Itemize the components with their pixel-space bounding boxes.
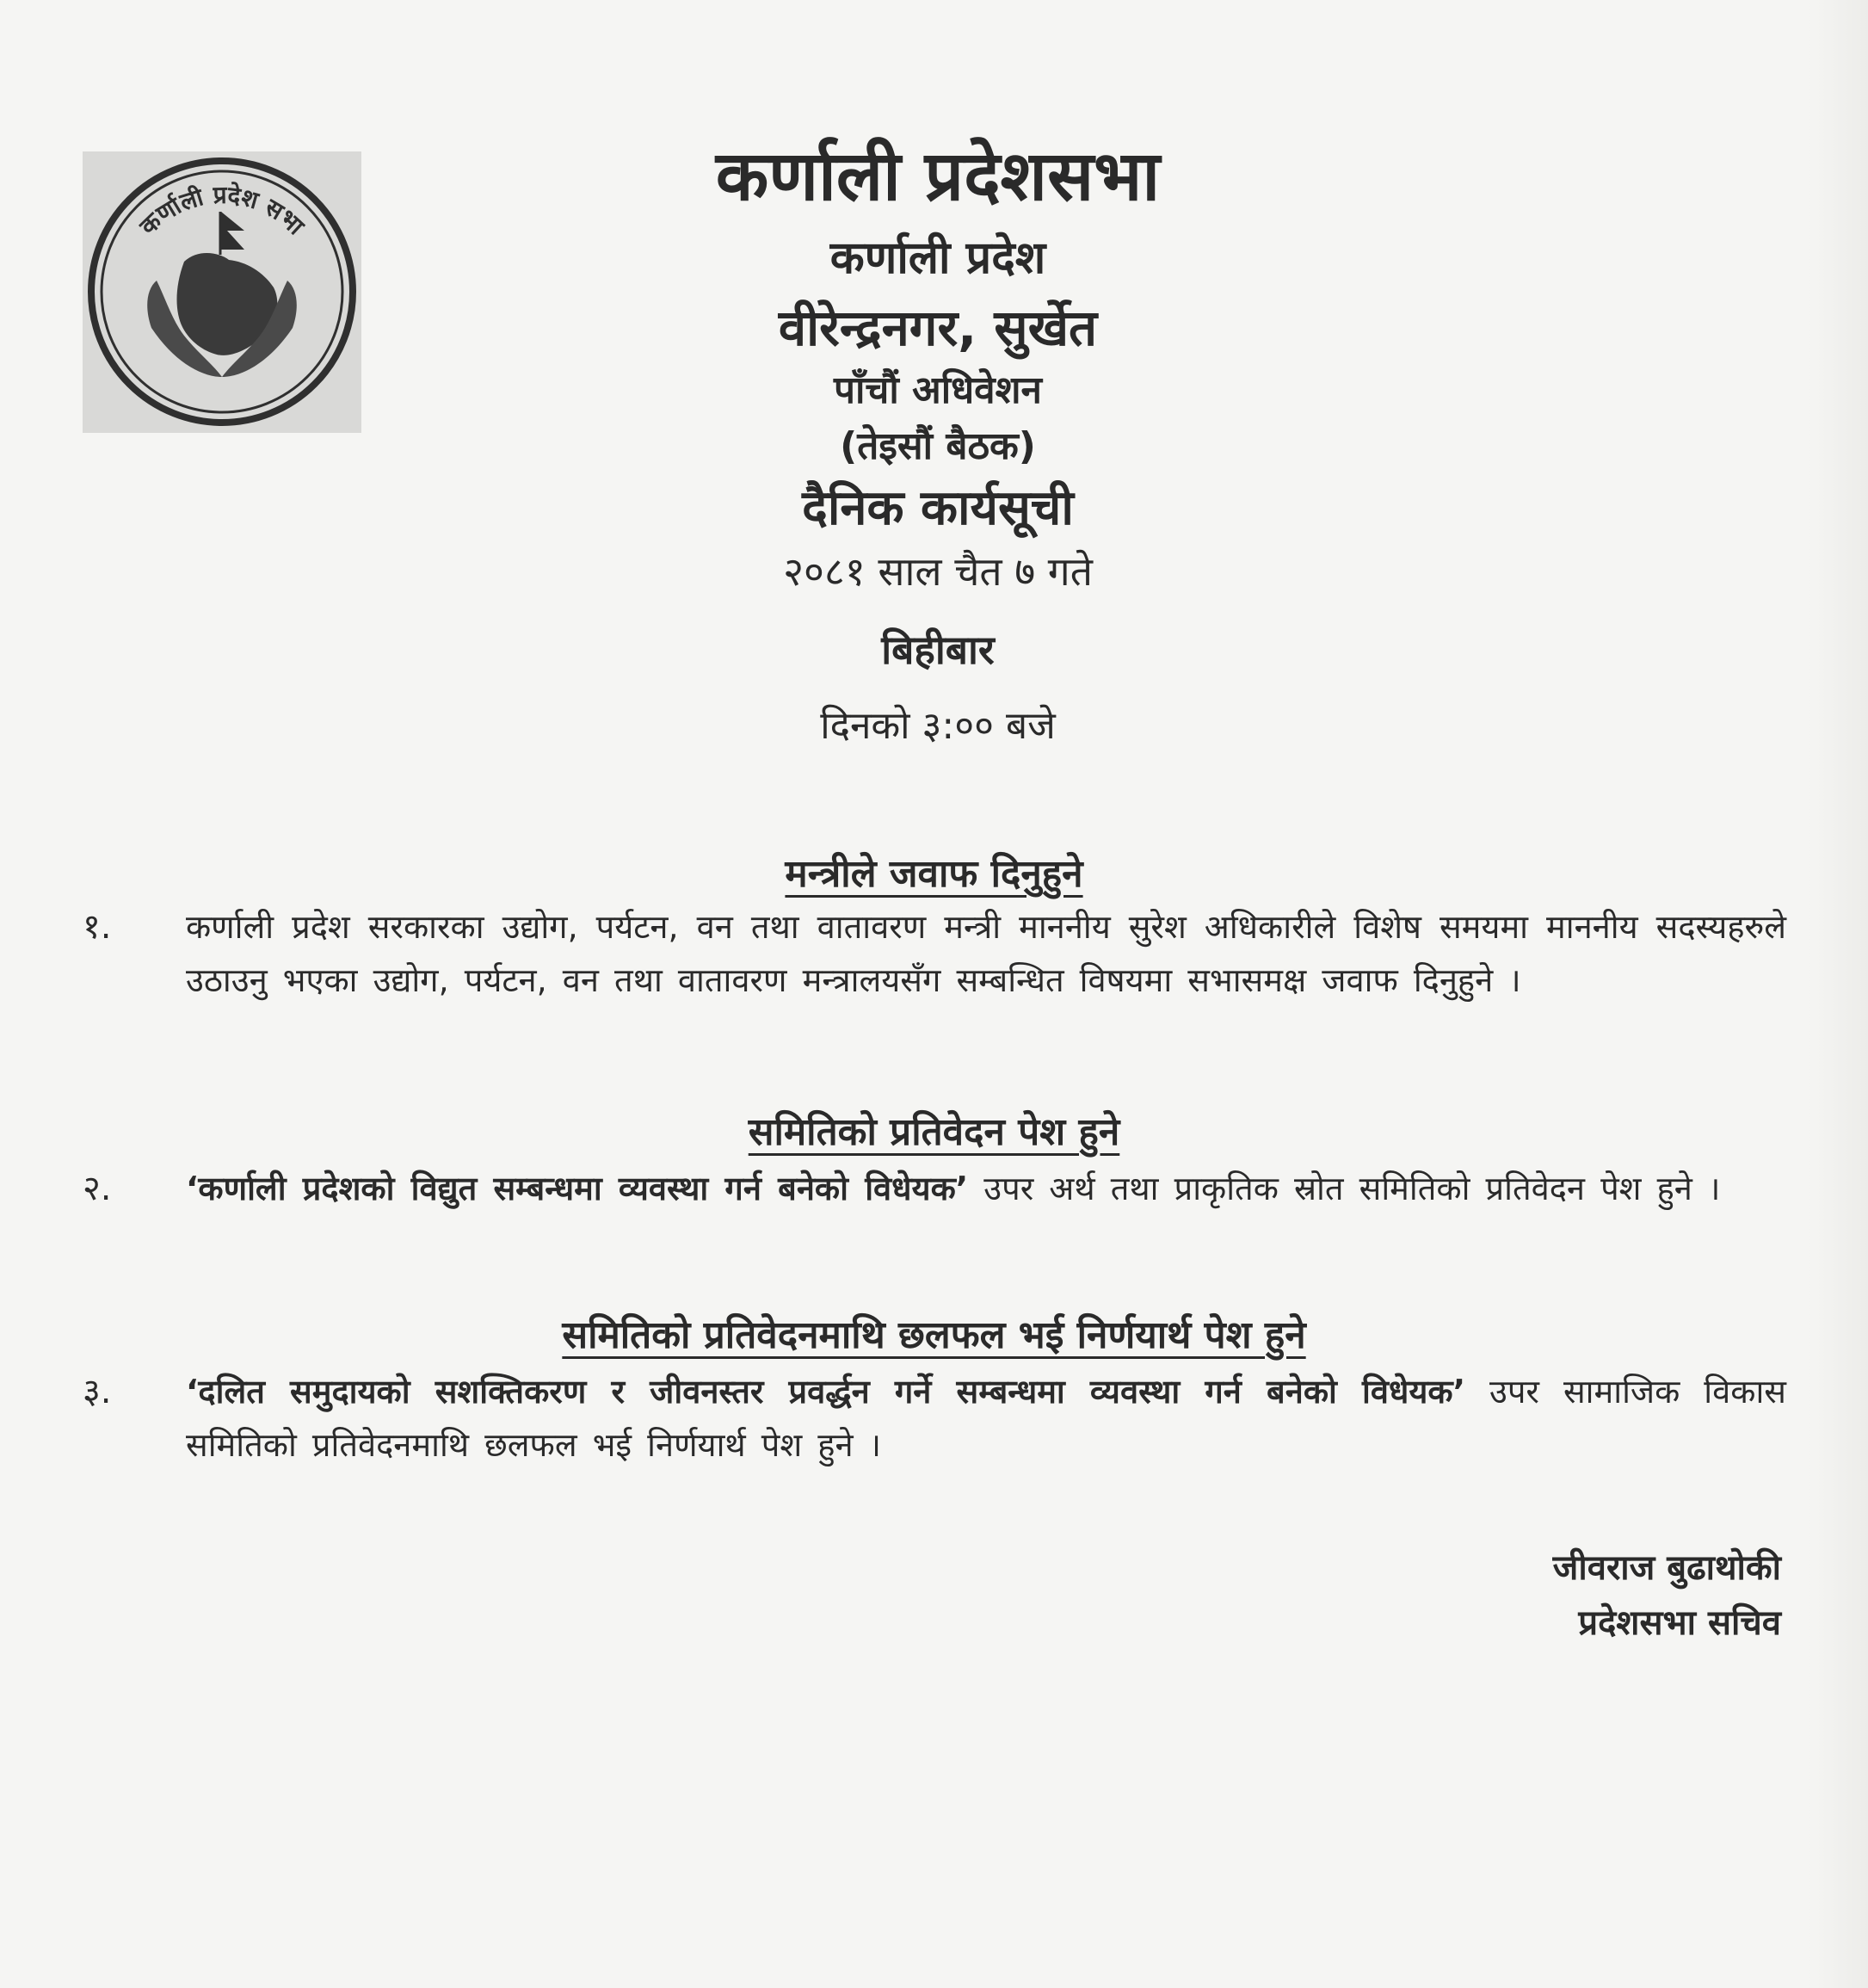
document-header	[602, 129, 1273, 756]
secretary-name: जीवराज बुढाथोकी	[1552, 1548, 1781, 1588]
agenda-item-bill-title: ‘कर्णाली प्रदेशको विद्युत सम्बन्धमा व्यवस्था गर्न बनेको विधेयक’	[186, 1170, 969, 1207]
agenda-item-text: कर्णाली प्रदेश सरकारका उद्योग, पर्यटन, वन तथा वातावरण मन्त्री माननीय सुरेश अधिकारीले विशेष समयमा माननीय सदस्यहरुले उठाउनु भएका उद्योग, पर्यटन, वन तथा वातावरण मन्त्रालयसँग सम्बन्धित विषयमा सभासमक्ष जवाफ दिनुहुने ।	[186, 908, 1786, 999]
agenda-date: २०८१ साल चैत ७ गते	[783, 548, 1093, 595]
document-type: दैनिक कार्यसूची	[802, 480, 1074, 536]
agenda-item-text: ‘कर्णाली प्रदेशको विद्युत सम्बन्धमा व्यवस्था गर्न बनेको विधेयक’ उपर अर्थ तथा प्राकृतिक स्रोत समितिको प्रतिवेदन पेश हुने ।	[186, 1170, 1721, 1207]
signature-block	[1411, 1540, 1781, 1651]
meeting-time: दिनको ३:०० बजे	[820, 704, 1056, 748]
weekday: बिहीबार	[881, 627, 995, 673]
agenda-item-number: ३.	[83, 1372, 112, 1411]
province-name: कर्णाली प्रदेश	[829, 232, 1046, 284]
secretary-designation: प्रदेशसभा सचिव	[1578, 1603, 1781, 1643]
section-heading-committee-report: समितिको प्रतिवेदन पेश हुने	[748, 1110, 1120, 1154]
agenda-item-number: २.	[83, 1169, 112, 1208]
provincial-assembly-seal	[83, 151, 361, 433]
session: पाँचौं अधिवेशन	[834, 368, 1042, 412]
section-heading-committee-discussion: समितिको प्रतिवेदनमाथि छलफल भई निर्णयार्थ पेश हुने	[562, 1313, 1306, 1357]
agenda-item-number: १.	[83, 907, 112, 947]
location: वीरेन्द्रनगर, सुर्खेत	[778, 299, 1098, 357]
agenda-item-text: ‘दलित समुदायको सशक्तिकरण र जीवनस्तर प्रवर्द्धन गर्ने सम्बन्धमा व्यवस्था गर्न बनेको विधेयक’ उपर सामाजिक विकास समितिको प्रतिवेदनमाथि छलफल भई निर्णयार्थ पेश हुने ।	[186, 1373, 1786, 1464]
agenda-item-bill-title: ‘दलित समुदायको सशक्तिकरण र जीवनस्तर प्रवर्द्धन गर्ने सम्बन्धमा व्यवस्था गर्न बनेको विधेयक’	[186, 1373, 1466, 1411]
meeting-number: (तेइसौं बैठक)	[840, 424, 1036, 468]
section-heading-minister-reply: मन्त्रीले जवाफ दिनुहुने	[785, 852, 1083, 896]
svg-text:कर्णाली प्रदेश सभा: कर्णाली प्रदेश सभा	[133, 180, 311, 241]
assembly-title: कर्णाली प्रदेशसभा	[715, 136, 1161, 216]
scan-edge-shading	[1808, 0, 1868, 1988]
